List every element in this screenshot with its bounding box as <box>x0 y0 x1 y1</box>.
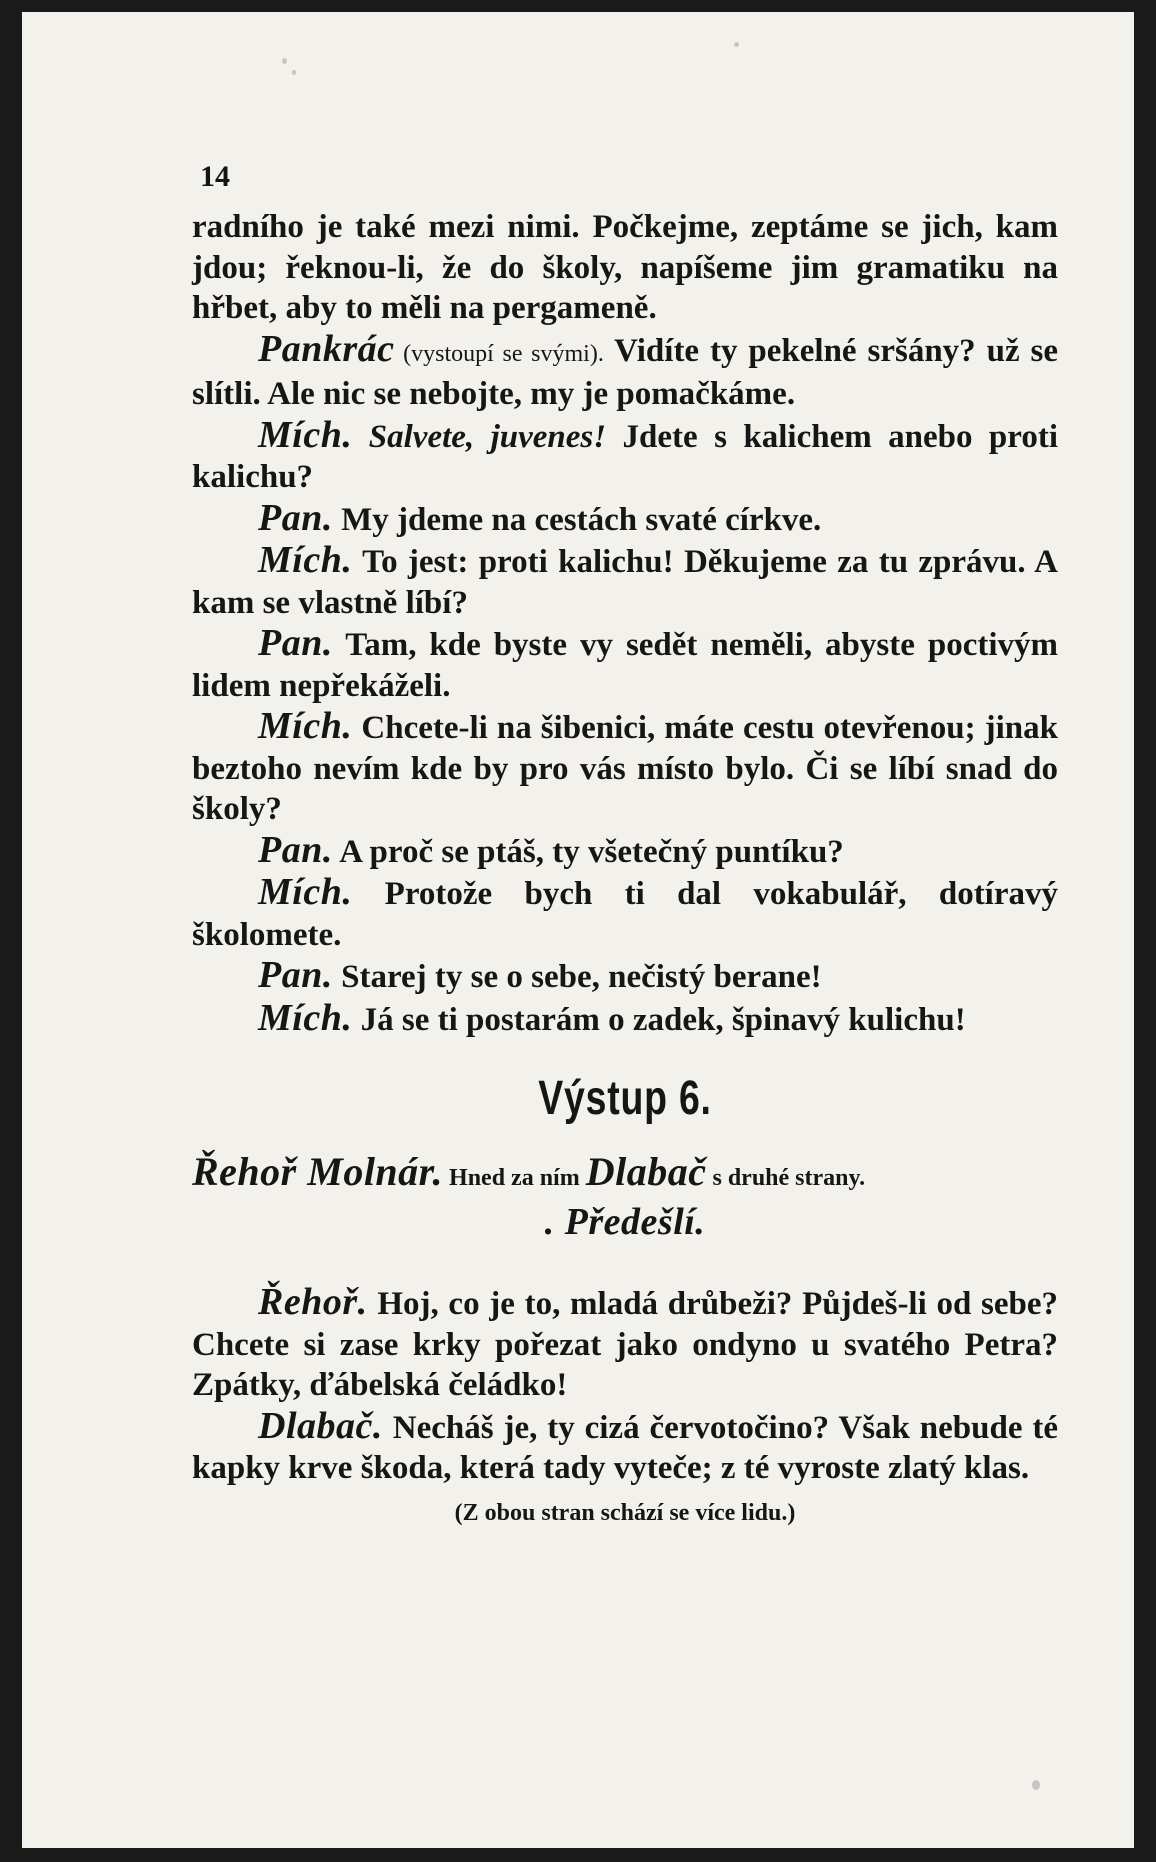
speaker-name: Mích. <box>258 871 353 913</box>
dialogue-text: Já se ti postarám o zadek, špinavý kulichu! <box>352 1001 966 1038</box>
speaker-name: Pan. <box>258 954 333 996</box>
speaker-name: Dlabač. <box>258 1404 383 1447</box>
dialogue-paragraph <box>192 998 1058 1041</box>
dialogue-text: Protože bych ti dal vokabulář, dotíravý školomete. <box>192 876 1058 953</box>
stage-note: (Z obou stran schází se více lidu.) <box>454 1499 796 1526</box>
print-speck <box>292 70 296 75</box>
cast-line <box>192 1150 1058 1200</box>
dialogue-paragraph <box>192 955 1058 998</box>
print-speck <box>282 58 287 64</box>
page-text <box>192 207 1058 1531</box>
speaker-name: Pan. <box>258 828 333 871</box>
cast-name: Dlabač <box>585 1149 707 1194</box>
text-paragraph <box>192 207 1058 329</box>
dialogue-text: Vidíte ty pekelné sršány? už se slítli. Ale nic se nebojte, my je pomačkáme. <box>192 332 1058 412</box>
dialogue-text: Chcete-li na šibenici, máte cestu otevřenou; jinak beztoho nevím kde by pro vás místo bylo. Či se líbí snad do školy? <box>192 710 1058 827</box>
dialogue-text: To jest: proti kalichu! Děkujeme za tu zprávu. A kam se vlastně líbí? <box>192 544 1058 621</box>
speaker-name: Pankrác <box>258 327 395 370</box>
dialogue-paragraph <box>192 623 1058 706</box>
dialogue-text: Tam, kde byste vy sedět neměli, abyste poctivým lidem nepřekáželi. <box>192 627 1058 704</box>
page-number: 14 <box>200 160 230 193</box>
scene-heading: Výstup 6. <box>538 1072 712 1125</box>
dialogue-text: My jdeme na cestách svaté církve. <box>332 501 822 538</box>
speaker-name: Pan. <box>258 622 333 664</box>
speaker-name: Mích. <box>258 413 353 456</box>
dialogue-paragraph <box>192 540 1058 623</box>
cast-name: . Předešlí. <box>544 1201 706 1243</box>
dialogue-text: A proč se ptáš, ty všetečný puntíku? <box>332 833 844 870</box>
dialogue-paragraph <box>192 830 1058 873</box>
dialogue-paragraph <box>192 1282 1058 1406</box>
dialogue-paragraph <box>192 706 1058 830</box>
speaker-name: Mích. <box>258 705 353 747</box>
dialogue-paragraph <box>192 498 1058 541</box>
book-page <box>22 12 1134 1848</box>
dialogue-text: Necháš je, ty cizá červotočino? Však nebude té kapky krve škoda, která tady vyteče; z té vyroste zlatý klas. <box>192 1409 1058 1486</box>
cast-name: Řehoř Molnár. <box>192 1149 444 1194</box>
speaker-name: Mích. <box>258 996 353 1039</box>
cast-note: s druhé strany. <box>706 1165 866 1191</box>
stage-direction: (vystoupí se svými). <box>394 340 604 367</box>
latin-greeting: Salvete, juvenes! <box>352 418 607 455</box>
dialogue-paragraph <box>192 872 1058 955</box>
dialogue-text: Jdete s kalichem anebo proti kalichu? <box>192 418 1058 495</box>
dialogue-paragraph <box>192 415 1058 498</box>
dialogue-text: Hoj, co je to, mladá drůbeži? Půjdeš-li od sebe? Chcete si zase krky pořezat jako ondyno u svatého Petra? Zpátky, ďábelská čeládko! <box>192 1286 1058 1403</box>
speaker-name: Řehoř. <box>258 1281 368 1323</box>
print-speck <box>1032 1780 1040 1790</box>
speaker-name: Mích. <box>258 539 353 581</box>
paragraph-text: radního je také mezi nimi. Počkejme, zeptáme se jich, kam jdou; řeknou-li, že do školy, napíšeme jim gramatiku na hřbet, aby to měli na pergameně. <box>192 209 1058 326</box>
cast-line-secondary <box>192 1200 1058 1246</box>
cast-note: Hned za ním <box>443 1165 586 1191</box>
speaker-name: Pan. <box>258 496 333 539</box>
dialogue-text: Starej ty se o sebe, nečistý berane! <box>332 959 822 995</box>
dialogue-paragraph <box>192 329 1058 415</box>
print-speck <box>734 42 739 47</box>
dialogue-paragraph <box>192 1406 1058 1489</box>
